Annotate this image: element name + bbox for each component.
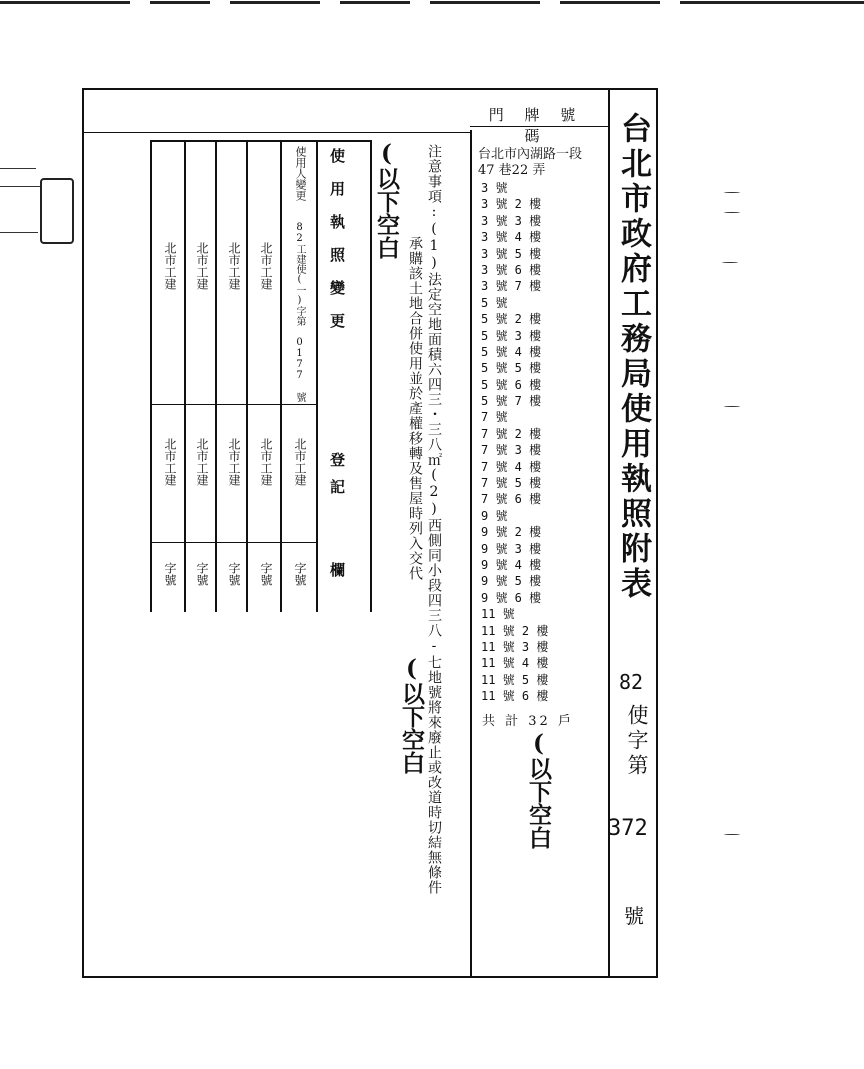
list-item: 7 號 2 樓: [481, 426, 542, 441]
middle-blank-mark: (以下空白: [373, 140, 400, 259]
table-row-rule: [152, 404, 318, 405]
address-blank-mark: (以下空白: [525, 730, 552, 849]
list-item: 11 號 5 樓: [481, 672, 549, 687]
table-header-left: 使用執照變更: [328, 148, 346, 346]
doc-number-year: 82: [619, 670, 644, 694]
list-item: 3 號: [481, 181, 508, 195]
scan-mark: [724, 834, 740, 835]
table-cell-seal: 字號: [227, 562, 241, 586]
notes-line-1: 注意事項:(1)法定空地面積六四三・三八㎡(2)西側同小段四三八-七地號將來廢止或改道時切結無條件: [426, 144, 442, 895]
list-item: 11 號 6 樓: [481, 689, 549, 704]
list-item: 5 號 5 樓: [481, 361, 542, 376]
header-rule-left: [84, 132, 470, 133]
table-cell-doc: 82工建使(一)字第 0177 號: [294, 222, 305, 402]
address-street: 台北市內湖路一段: [478, 147, 583, 162]
doc-number-suffix: 號: [624, 904, 644, 928]
list-item: 3 號 4 樓: [481, 230, 542, 245]
list-item: 3 號 5 樓: [481, 246, 542, 261]
list-item: 11 號 2 樓: [481, 623, 549, 638]
list-item: 3 號 2 樓: [481, 197, 542, 212]
seal-stamp-icon: [40, 178, 74, 244]
stamp-line: [0, 168, 36, 169]
list-item: 5 號 6 樓: [481, 377, 542, 392]
table-cell-seal: 字號: [195, 562, 209, 586]
scan-mark: [722, 262, 738, 263]
door-plate-header: 門 牌 號 碼: [488, 106, 584, 145]
table-cell-date: 北市工建: [293, 438, 307, 486]
list-item: 9 號: [481, 508, 508, 523]
list-item: 7 號: [481, 410, 508, 425]
table-cell-doc: 北市工建: [227, 242, 241, 290]
address-divider: [470, 130, 472, 976]
table-cell-seal: 字號: [163, 562, 177, 586]
title-divider: [608, 90, 610, 976]
table-header-right: 欄: [328, 562, 346, 595]
list-item: 3 號 3 樓: [481, 213, 542, 228]
stamp-line: [0, 186, 40, 187]
list-item: 7 號 5 樓: [481, 476, 542, 491]
list-item: 11 號: [481, 607, 515, 622]
address-total: 共 計 32 戶: [482, 714, 574, 729]
list-item: 11 號 3 樓: [481, 639, 549, 654]
table-cell-date: 北市工建: [259, 438, 273, 486]
list-item: 5 號: [481, 295, 508, 310]
list-item: 9 號 6 樓: [481, 590, 542, 605]
notes-line-2: 承購該土地合併使用並於產權移轉及售屋時列入交代: [407, 236, 423, 581]
list-item: 7 號 3 樓: [481, 443, 542, 458]
list-item: 9 號 3 樓: [481, 541, 542, 556]
list-item: 9 號 2 樓: [481, 525, 542, 540]
table-cell-doc: 北市工建: [259, 242, 273, 290]
address-lane: 47 巷22 弄: [478, 163, 546, 178]
scan-noise: [0, 0, 864, 6]
address-list: [481, 180, 548, 705]
list-item: 7 號 6 樓: [481, 492, 542, 507]
scan-mark: [724, 212, 740, 213]
notes-blank-mark: (以下空白: [398, 655, 425, 774]
list-item: 3 號 6 樓: [481, 262, 542, 277]
list-item: 9 號 5 樓: [481, 574, 542, 589]
table-cell-reason: 使用人變更: [294, 146, 307, 201]
list-item: 3 號 7 樓: [481, 279, 542, 294]
list-item: 11 號 4 樓: [481, 656, 549, 671]
table-cell-seal: 字號: [293, 562, 307, 586]
list-item: 5 號 4 樓: [481, 344, 542, 359]
list-item: 7 號 4 樓: [481, 459, 542, 474]
scan-mark: [724, 406, 740, 407]
scan-mark: [724, 192, 740, 193]
change-record-table: [150, 140, 372, 612]
form-title: 台北市政府工務局使用執照附表: [615, 112, 651, 602]
doc-number-word: 使字第: [625, 704, 649, 779]
table-cell-date: 北市工建: [227, 438, 241, 486]
list-item: 5 號 3 樓: [481, 328, 542, 343]
list-item: 5 號 2 樓: [481, 312, 542, 327]
table-cell-doc: 北市工建: [195, 242, 209, 290]
table-cell-doc: 北市工建: [163, 242, 177, 290]
table-cell-seal: 字號: [259, 562, 273, 586]
list-item: 5 號 7 樓: [481, 394, 542, 409]
table-row-rule: [152, 542, 318, 543]
table-cell-date: 北市工建: [163, 438, 177, 486]
doc-number: 372: [608, 816, 648, 841]
list-item: 9 號 4 樓: [481, 557, 542, 572]
stamp-line: [0, 232, 38, 233]
table-cell-date: 北市工建: [195, 438, 209, 486]
table-header-mid: 登記: [328, 452, 346, 506]
